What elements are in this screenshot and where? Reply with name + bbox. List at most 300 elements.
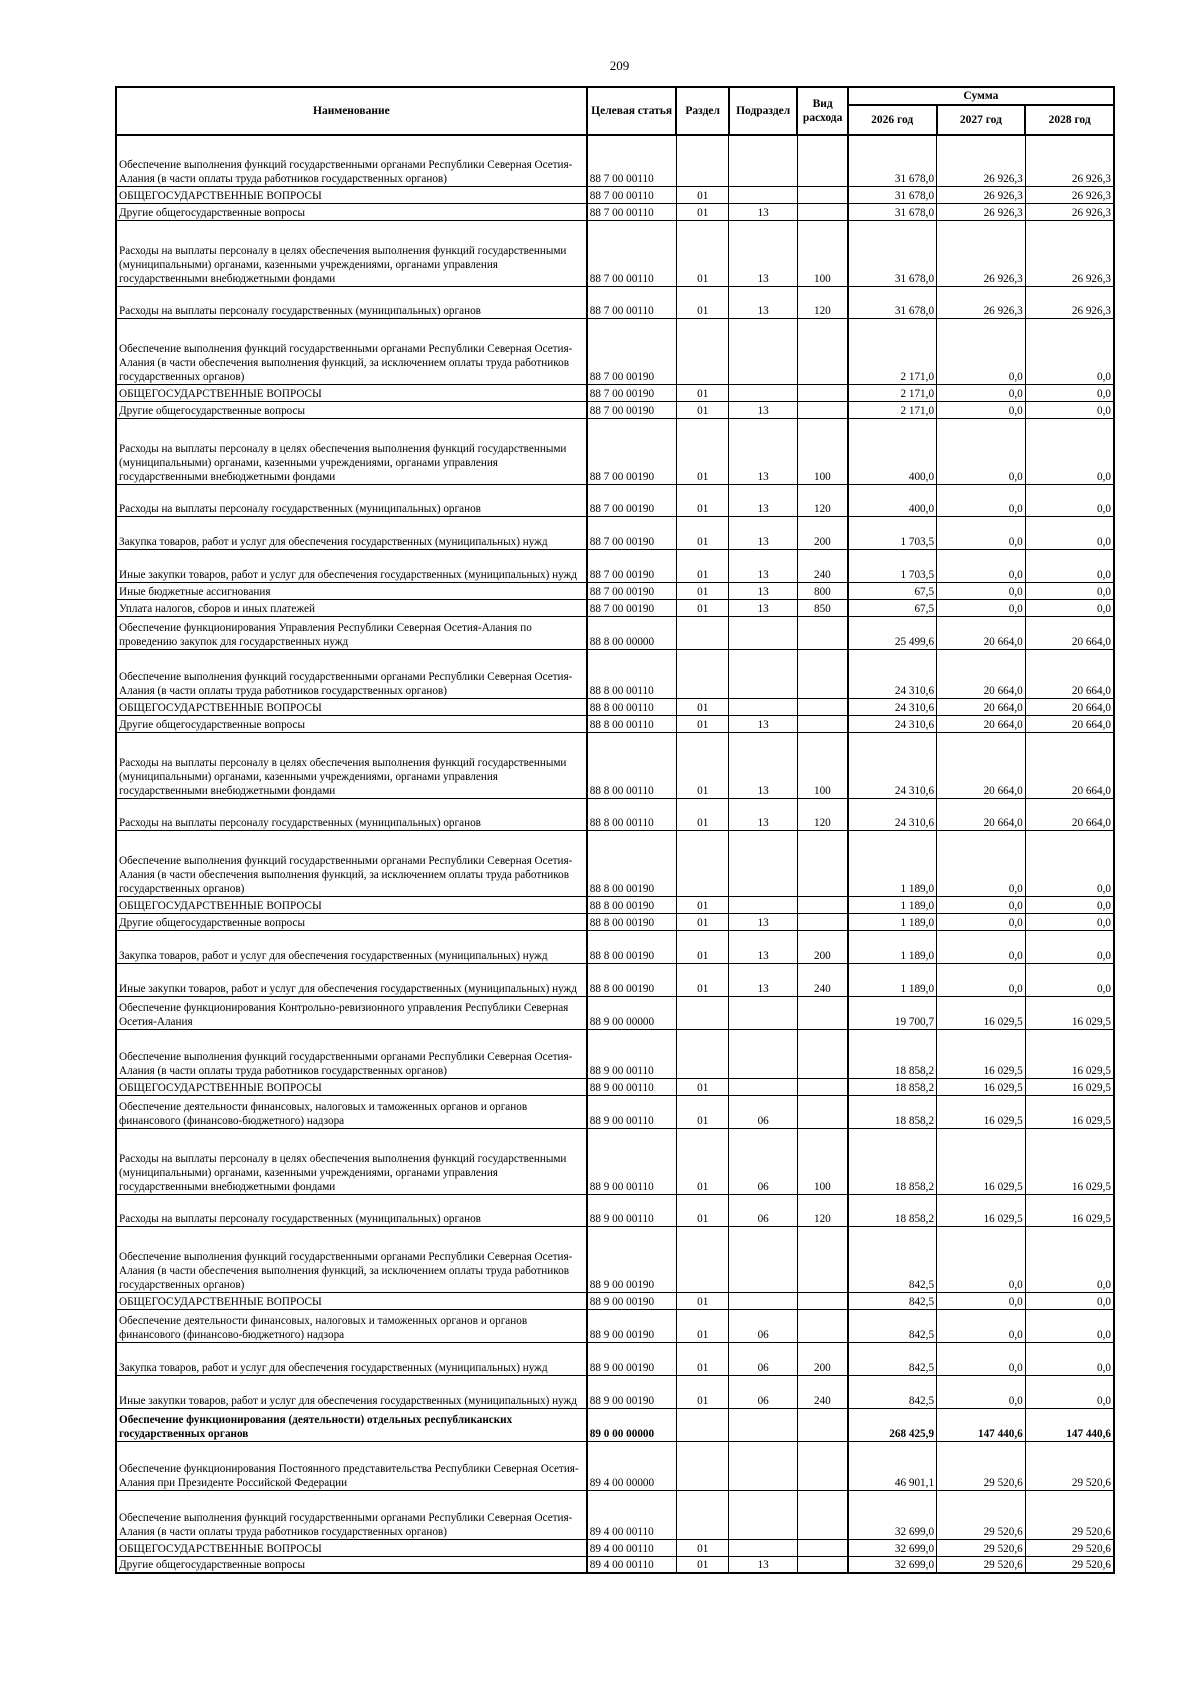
row-amount-2028: 0,0 xyxy=(1025,418,1114,484)
row-subsection xyxy=(729,830,798,896)
row-target-code: 88 7 00 00110 xyxy=(587,286,677,318)
row-amount-2028: 0,0 xyxy=(1025,384,1114,401)
row-amount-2028: 26 926,3 xyxy=(1025,203,1114,220)
row-target-code: 88 9 00 00110 xyxy=(587,1029,677,1078)
table-row xyxy=(116,186,1114,203)
row-expense-type xyxy=(797,186,847,203)
row-subsection: 13 xyxy=(729,286,798,318)
row-amount-2026: 24 310,6 xyxy=(848,698,937,715)
row-amount-2026: 1 703,5 xyxy=(848,516,937,549)
row-amount-2027: 20 664,0 xyxy=(937,649,1026,698)
row-amount-2026: 31 678,0 xyxy=(848,135,937,186)
row-amount-2027: 20 664,0 xyxy=(937,698,1026,715)
row-amount-2028: 0,0 xyxy=(1025,318,1114,384)
row-subsection xyxy=(729,1441,798,1490)
row-amount-2027: 26 926,3 xyxy=(937,135,1026,186)
row-section: 01 xyxy=(676,732,728,798)
header-name: Наименование xyxy=(116,87,587,135)
table-row xyxy=(116,1029,1114,1078)
row-section: 01 xyxy=(676,549,728,582)
header-expense-type: Вид расхода xyxy=(797,87,847,135)
table-row xyxy=(116,1078,1114,1095)
row-amount-2027: 147 440,6 xyxy=(937,1408,1026,1441)
row-amount-2028: 20 664,0 xyxy=(1025,649,1114,698)
row-expense-type xyxy=(797,401,847,418)
row-amount-2028: 26 926,3 xyxy=(1025,286,1114,318)
row-amount-2027: 0,0 xyxy=(937,401,1026,418)
table-row xyxy=(116,1342,1114,1375)
row-subsection: 13 xyxy=(729,930,798,963)
table-row xyxy=(116,616,1114,649)
row-name: Уплата налогов, сборов и иных платежей xyxy=(116,599,587,616)
row-section: 01 xyxy=(676,1078,728,1095)
row-amount-2026: 67,5 xyxy=(848,582,937,599)
row-section: 01 xyxy=(676,1556,728,1573)
row-target-code: 89 0 00 00000 xyxy=(587,1408,677,1441)
row-amount-2027: 20 664,0 xyxy=(937,715,1026,732)
table-row xyxy=(116,930,1114,963)
table-row xyxy=(116,1556,1114,1573)
row-target-code: 88 7 00 00190 xyxy=(587,318,677,384)
table-row xyxy=(116,418,1114,484)
row-amount-2026: 18 858,2 xyxy=(848,1128,937,1194)
row-amount-2026: 19 700,7 xyxy=(848,996,937,1029)
row-section: 01 xyxy=(676,599,728,616)
row-amount-2028: 0,0 xyxy=(1025,599,1114,616)
row-amount-2028: 0,0 xyxy=(1025,1309,1114,1342)
row-amount-2027: 20 664,0 xyxy=(937,798,1026,830)
row-amount-2026: 842,5 xyxy=(848,1342,937,1375)
budget-table xyxy=(115,86,1115,1574)
row-subsection: 06 xyxy=(729,1128,798,1194)
row-subsection: 06 xyxy=(729,1309,798,1342)
row-amount-2027: 0,0 xyxy=(937,896,1026,913)
row-target-code: 88 7 00 00110 xyxy=(587,220,677,286)
row-subsection: 13 xyxy=(729,715,798,732)
row-target-code: 88 9 00 00190 xyxy=(587,1226,677,1292)
table-row xyxy=(116,1490,1114,1539)
row-section: 01 xyxy=(676,698,728,715)
row-amount-2028: 0,0 xyxy=(1025,830,1114,896)
row-amount-2026: 2 171,0 xyxy=(848,384,937,401)
row-name: ОБЩЕГОСУДАРСТВЕННЫЕ ВОПРОСЫ xyxy=(116,896,587,913)
table-row xyxy=(116,896,1114,913)
row-amount-2026: 842,5 xyxy=(848,1309,937,1342)
row-expense-type xyxy=(797,1029,847,1078)
table-row xyxy=(116,732,1114,798)
row-name: Обеспечение выполнения функций государственными органами Республики Северная Осетия-Алания (в части обеспечения выполнения функций, за исключением оплаты труда работников государственных органов) xyxy=(116,1226,587,1292)
row-name: Расходы на выплаты персоналу в целях обеспечения выполнения функций государственными (муниципальными) органами, казенными учреждениями, органами управления государственными внебюджетными фондами xyxy=(116,1128,587,1194)
row-section: 01 xyxy=(676,418,728,484)
row-expense-type xyxy=(797,996,847,1029)
row-amount-2028: 0,0 xyxy=(1025,930,1114,963)
row-expense-type xyxy=(797,830,847,896)
table-row xyxy=(116,1539,1114,1556)
table-row xyxy=(116,1309,1114,1342)
table-row xyxy=(116,203,1114,220)
row-amount-2027: 0,0 xyxy=(937,930,1026,963)
row-name: Иные закупки товаров, работ и услуг для обеспечения государственных (муниципальных) нужд xyxy=(116,963,587,996)
row-name: ОБЩЕГОСУДАРСТВЕННЫЕ ВОПРОСЫ xyxy=(116,384,587,401)
row-expense-type xyxy=(797,318,847,384)
table-row xyxy=(116,484,1114,516)
row-amount-2028: 0,0 xyxy=(1025,516,1114,549)
header-2027: 2027 год xyxy=(937,105,1026,135)
row-expense-type xyxy=(797,649,847,698)
row-subsection: 06 xyxy=(729,1375,798,1408)
table-row xyxy=(116,830,1114,896)
row-name: Иные закупки товаров, работ и услуг для обеспечения государственных (муниципальных) нужд xyxy=(116,549,587,582)
row-name: Закупка товаров, работ и услуг для обеспечения государственных (муниципальных) нужд xyxy=(116,930,587,963)
row-section: 01 xyxy=(676,384,728,401)
table-row xyxy=(116,220,1114,286)
row-amount-2026: 32 699,0 xyxy=(848,1539,937,1556)
row-amount-2026: 24 310,6 xyxy=(848,798,937,830)
row-subsection xyxy=(729,135,798,186)
table-row xyxy=(116,715,1114,732)
row-name: Расходы на выплаты персоналу государственных (муниципальных) органов xyxy=(116,484,587,516)
row-target-code: 88 9 00 00110 xyxy=(587,1128,677,1194)
header-sum: Сумма xyxy=(848,87,1114,105)
row-name: ОБЩЕГОСУДАРСТВЕННЫЕ ВОПРОСЫ xyxy=(116,1539,587,1556)
row-amount-2028: 16 029,5 xyxy=(1025,1194,1114,1226)
table-row xyxy=(116,913,1114,930)
row-subsection: 06 xyxy=(729,1342,798,1375)
row-subsection: 13 xyxy=(729,963,798,996)
row-name: Обеспечение функционирования Постоянного представительства Республики Северная Осетия-Алания при Президенте Российской Федерации xyxy=(116,1441,587,1490)
row-name: Другие общегосударственные вопросы xyxy=(116,203,587,220)
row-expense-type xyxy=(797,1408,847,1441)
row-subsection xyxy=(729,896,798,913)
row-name: ОБЩЕГОСУДАРСТВЕННЫЕ ВОПРОСЫ xyxy=(116,186,587,203)
table-body xyxy=(116,135,1114,1573)
row-expense-type xyxy=(797,384,847,401)
row-subsection: 13 xyxy=(729,401,798,418)
table-row xyxy=(116,1408,1114,1441)
row-section: 01 xyxy=(676,1309,728,1342)
row-amount-2027: 0,0 xyxy=(937,1342,1026,1375)
row-section: 01 xyxy=(676,1095,728,1128)
row-amount-2027: 0,0 xyxy=(937,1226,1026,1292)
row-amount-2027: 0,0 xyxy=(937,582,1026,599)
row-name: Обеспечение выполнения функций государственными органами Республики Северная Осетия-Алания (в части обеспечения выполнения функций, за исключением оплаты труда работников государственных органов) xyxy=(116,318,587,384)
row-name: Расходы на выплаты персоналу в целях обеспечения выполнения функций государственными (муниципальными) органами, казенными учреждениями, органами управления государственными внебюджетными фондами xyxy=(116,418,587,484)
row-subsection: 06 xyxy=(729,1095,798,1128)
row-amount-2027: 0,0 xyxy=(937,1375,1026,1408)
table-row xyxy=(116,582,1114,599)
row-name: ОБЩЕГОСУДАРСТВЕННЫЕ ВОПРОСЫ xyxy=(116,1292,587,1309)
row-amount-2027: 0,0 xyxy=(937,830,1026,896)
row-amount-2026: 268 425,9 xyxy=(848,1408,937,1441)
row-amount-2028: 26 926,3 xyxy=(1025,220,1114,286)
row-name: Расходы на выплаты персоналу в целях обеспечения выполнения функций государственными (муниципальными) органами, казенными учреждениями, органами управления государственными внебюджетными фондами xyxy=(116,220,587,286)
table-row xyxy=(116,798,1114,830)
row-section: 01 xyxy=(676,516,728,549)
row-expense-type xyxy=(797,1490,847,1539)
row-expense-type xyxy=(797,203,847,220)
row-amount-2028: 0,0 xyxy=(1025,1375,1114,1408)
row-subsection xyxy=(729,318,798,384)
row-amount-2028: 0,0 xyxy=(1025,401,1114,418)
row-expense-type: 240 xyxy=(797,1375,847,1408)
row-subsection xyxy=(729,186,798,203)
row-subsection: 13 xyxy=(729,418,798,484)
row-amount-2028: 16 029,5 xyxy=(1025,1095,1114,1128)
row-name: ОБЩЕГОСУДАРСТВЕННЫЕ ВОПРОСЫ xyxy=(116,1078,587,1095)
row-amount-2028: 20 664,0 xyxy=(1025,616,1114,649)
row-subsection: 13 xyxy=(729,484,798,516)
row-subsection: 13 xyxy=(729,599,798,616)
row-amount-2027: 0,0 xyxy=(937,599,1026,616)
row-subsection xyxy=(729,1029,798,1078)
row-subsection: 13 xyxy=(729,220,798,286)
row-amount-2027: 16 029,5 xyxy=(937,996,1026,1029)
row-amount-2026: 18 858,2 xyxy=(848,1194,937,1226)
row-expense-type xyxy=(797,698,847,715)
row-section xyxy=(676,318,728,384)
row-subsection: 13 xyxy=(729,516,798,549)
table-row xyxy=(116,1375,1114,1408)
row-expense-type xyxy=(797,1556,847,1573)
row-amount-2028: 0,0 xyxy=(1025,1292,1114,1309)
row-section: 01 xyxy=(676,715,728,732)
row-target-code: 88 8 00 00110 xyxy=(587,698,677,715)
row-section: 01 xyxy=(676,798,728,830)
row-name: Закупка товаров, работ и услуг для обеспечения государственных (муниципальных) нужд xyxy=(116,516,587,549)
row-amount-2026: 32 699,0 xyxy=(848,1490,937,1539)
row-expense-type: 200 xyxy=(797,930,847,963)
row-subsection xyxy=(729,616,798,649)
row-section: 01 xyxy=(676,913,728,930)
row-target-code: 88 9 00 00110 xyxy=(587,1095,677,1128)
row-subsection xyxy=(729,698,798,715)
table-row xyxy=(116,1441,1114,1490)
row-amount-2028: 20 664,0 xyxy=(1025,798,1114,830)
row-name: Иные закупки товаров, работ и услуг для обеспечения государственных (муниципальных) нужд xyxy=(116,1375,587,1408)
row-amount-2028: 20 664,0 xyxy=(1025,715,1114,732)
row-amount-2026: 25 499,6 xyxy=(848,616,937,649)
row-expense-type: 120 xyxy=(797,484,847,516)
row-target-code: 88 8 00 00000 xyxy=(587,616,677,649)
table-row xyxy=(116,401,1114,418)
table-row xyxy=(116,698,1114,715)
row-amount-2027: 0,0 xyxy=(937,963,1026,996)
page-number: 209 xyxy=(609,58,630,73)
row-amount-2027: 29 520,6 xyxy=(937,1441,1026,1490)
row-amount-2027: 0,0 xyxy=(937,516,1026,549)
table-row xyxy=(116,549,1114,582)
row-section: 01 xyxy=(676,1539,728,1556)
row-section xyxy=(676,830,728,896)
row-expense-type xyxy=(797,616,847,649)
row-amount-2028: 0,0 xyxy=(1025,484,1114,516)
row-amount-2028: 29 520,6 xyxy=(1025,1539,1114,1556)
row-amount-2028: 16 029,5 xyxy=(1025,1128,1114,1194)
table-row xyxy=(116,1226,1114,1292)
row-section xyxy=(676,616,728,649)
row-expense-type: 120 xyxy=(797,1194,847,1226)
row-subsection xyxy=(729,1292,798,1309)
row-target-code: 88 7 00 00190 xyxy=(587,582,677,599)
row-amount-2028: 0,0 xyxy=(1025,549,1114,582)
row-name: Закупка товаров, работ и услуг для обеспечения государственных (муниципальных) нужд xyxy=(116,1342,587,1375)
row-amount-2026: 1 189,0 xyxy=(848,913,937,930)
table-row xyxy=(116,135,1114,186)
row-section: 01 xyxy=(676,1194,728,1226)
row-subsection: 13 xyxy=(729,582,798,599)
row-section: 01 xyxy=(676,1292,728,1309)
row-subsection: 13 xyxy=(729,203,798,220)
row-subsection xyxy=(729,1408,798,1441)
row-amount-2027: 16 029,5 xyxy=(937,1128,1026,1194)
row-name: Другие общегосударственные вопросы xyxy=(116,401,587,418)
row-amount-2027: 0,0 xyxy=(937,1309,1026,1342)
row-expense-type: 120 xyxy=(797,286,847,318)
row-target-code: 89 4 00 00110 xyxy=(587,1556,677,1573)
row-name: Обеспечение деятельности финансовых, налоговых и таможенных органов и органов финансового (финансово-бюджетного) надзора xyxy=(116,1095,587,1128)
row-subsection xyxy=(729,1078,798,1095)
row-name: Расходы на выплаты персоналу государственных (муниципальных) органов xyxy=(116,1194,587,1226)
row-amount-2027: 0,0 xyxy=(937,549,1026,582)
row-section: 01 xyxy=(676,896,728,913)
row-section xyxy=(676,1226,728,1292)
row-section: 01 xyxy=(676,1128,728,1194)
row-amount-2026: 1 189,0 xyxy=(848,963,937,996)
row-target-code: 88 7 00 00110 xyxy=(587,186,677,203)
header-2026: 2026 год xyxy=(848,105,937,135)
row-amount-2028: 0,0 xyxy=(1025,1342,1114,1375)
row-amount-2026: 31 678,0 xyxy=(848,186,937,203)
row-amount-2028: 29 520,6 xyxy=(1025,1490,1114,1539)
row-section: 01 xyxy=(676,220,728,286)
row-amount-2027: 20 664,0 xyxy=(937,732,1026,798)
row-amount-2026: 46 901,1 xyxy=(848,1441,937,1490)
row-expense-type: 120 xyxy=(797,798,847,830)
row-amount-2026: 842,5 xyxy=(848,1292,937,1309)
row-target-code: 88 9 00 00190 xyxy=(587,1342,677,1375)
row-section: 01 xyxy=(676,286,728,318)
row-expense-type xyxy=(797,1226,847,1292)
row-expense-type xyxy=(797,1441,847,1490)
row-amount-2026: 67,5 xyxy=(848,599,937,616)
row-amount-2026: 1 189,0 xyxy=(848,930,937,963)
row-subsection xyxy=(729,384,798,401)
row-target-code: 88 7 00 00190 xyxy=(587,599,677,616)
row-name: Расходы на выплаты персоналу в целях обеспечения выполнения функций государственными (муниципальными) органами, казенными учреждениями, органами управления государственными внебюджетными фондами xyxy=(116,732,587,798)
row-name: Иные бюджетные ассигнования xyxy=(116,582,587,599)
row-target-code: 88 7 00 00190 xyxy=(587,484,677,516)
row-expense-type xyxy=(797,1095,847,1128)
row-name: Обеспечение функционирования (деятельности) отдельных республиканских государственных органов xyxy=(116,1408,587,1441)
row-section xyxy=(676,135,728,186)
row-target-code: 89 4 00 00110 xyxy=(587,1539,677,1556)
row-name: Обеспечение функционирования Управления Республики Северная Осетия-Алания по проведению закупок для государственных нужд xyxy=(116,616,587,649)
row-amount-2028: 147 440,6 xyxy=(1025,1408,1114,1441)
row-amount-2026: 31 678,0 xyxy=(848,203,937,220)
row-target-code: 88 9 00 00110 xyxy=(587,1078,677,1095)
table-row xyxy=(116,963,1114,996)
row-target-code: 88 7 00 00190 xyxy=(587,401,677,418)
row-target-code: 88 7 00 00190 xyxy=(587,549,677,582)
row-expense-type xyxy=(797,896,847,913)
row-target-code: 88 9 00 00190 xyxy=(587,1375,677,1408)
row-amount-2027: 0,0 xyxy=(937,1292,1026,1309)
row-target-code: 88 9 00 00190 xyxy=(587,1309,677,1342)
row-section xyxy=(676,1490,728,1539)
row-target-code: 88 8 00 00190 xyxy=(587,963,677,996)
table-row xyxy=(116,1128,1114,1194)
row-amount-2027: 26 926,3 xyxy=(937,286,1026,318)
row-target-code: 88 7 00 00190 xyxy=(587,384,677,401)
row-expense-type: 240 xyxy=(797,963,847,996)
row-name: Расходы на выплаты персоналу государственных (муниципальных) органов xyxy=(116,798,587,830)
row-target-code: 88 7 00 00110 xyxy=(587,135,677,186)
row-amount-2026: 842,5 xyxy=(848,1226,937,1292)
row-amount-2026: 1 189,0 xyxy=(848,896,937,913)
row-subsection: 13 xyxy=(729,732,798,798)
row-amount-2026: 24 310,6 xyxy=(848,649,937,698)
row-name: Другие общегосударственные вопросы xyxy=(116,913,587,930)
row-amount-2027: 0,0 xyxy=(937,384,1026,401)
row-name: ОБЩЕГОСУДАРСТВЕННЫЕ ВОПРОСЫ xyxy=(116,698,587,715)
table-row xyxy=(116,318,1114,384)
row-name: Другие общегосударственные вопросы xyxy=(116,715,587,732)
row-subsection xyxy=(729,996,798,1029)
row-section: 01 xyxy=(676,582,728,599)
row-amount-2026: 31 678,0 xyxy=(848,220,937,286)
row-amount-2026: 1 189,0 xyxy=(848,830,937,896)
row-name: Другие общегосударственные вопросы xyxy=(116,1556,587,1573)
table-row xyxy=(116,516,1114,549)
row-amount-2026: 18 858,2 xyxy=(848,1078,937,1095)
row-amount-2028: 26 926,3 xyxy=(1025,186,1114,203)
row-amount-2026: 32 699,0 xyxy=(848,1556,937,1573)
row-expense-type: 200 xyxy=(797,516,847,549)
row-target-code: 88 7 00 00190 xyxy=(587,418,677,484)
row-target-code: 89 4 00 00110 xyxy=(587,1490,677,1539)
row-section: 01 xyxy=(676,930,728,963)
row-amount-2027: 16 029,5 xyxy=(937,1078,1026,1095)
row-amount-2028: 20 664,0 xyxy=(1025,732,1114,798)
row-expense-type: 800 xyxy=(797,582,847,599)
row-name: Обеспечение функционирования Контрольно-ревизионного управления Республики Северная Осетия-Алания xyxy=(116,996,587,1029)
row-amount-2027: 29 520,6 xyxy=(937,1556,1026,1573)
row-section: 01 xyxy=(676,401,728,418)
row-subsection: 13 xyxy=(729,913,798,930)
row-name: Расходы на выплаты персоналу государственных (муниципальных) органов xyxy=(116,286,587,318)
row-subsection: 13 xyxy=(729,798,798,830)
row-section: 01 xyxy=(676,186,728,203)
row-target-code: 88 8 00 00110 xyxy=(587,715,677,732)
row-amount-2028: 16 029,5 xyxy=(1025,1078,1114,1095)
row-subsection: 06 xyxy=(729,1194,798,1226)
table-row xyxy=(116,286,1114,318)
row-amount-2028: 0,0 xyxy=(1025,582,1114,599)
row-section: 01 xyxy=(676,484,728,516)
row-section xyxy=(676,1029,728,1078)
row-target-code: 88 7 00 00190 xyxy=(587,516,677,549)
row-target-code: 88 8 00 00110 xyxy=(587,732,677,798)
row-target-code: 88 8 00 00110 xyxy=(587,798,677,830)
row-target-code: 88 9 00 00110 xyxy=(587,1194,677,1226)
row-amount-2026: 18 858,2 xyxy=(848,1095,937,1128)
row-amount-2026: 400,0 xyxy=(848,484,937,516)
row-expense-type: 850 xyxy=(797,599,847,616)
row-amount-2026: 31 678,0 xyxy=(848,286,937,318)
row-target-code: 88 8 00 00190 xyxy=(587,896,677,913)
row-expense-type: 100 xyxy=(797,220,847,286)
row-target-code: 88 8 00 00190 xyxy=(587,913,677,930)
